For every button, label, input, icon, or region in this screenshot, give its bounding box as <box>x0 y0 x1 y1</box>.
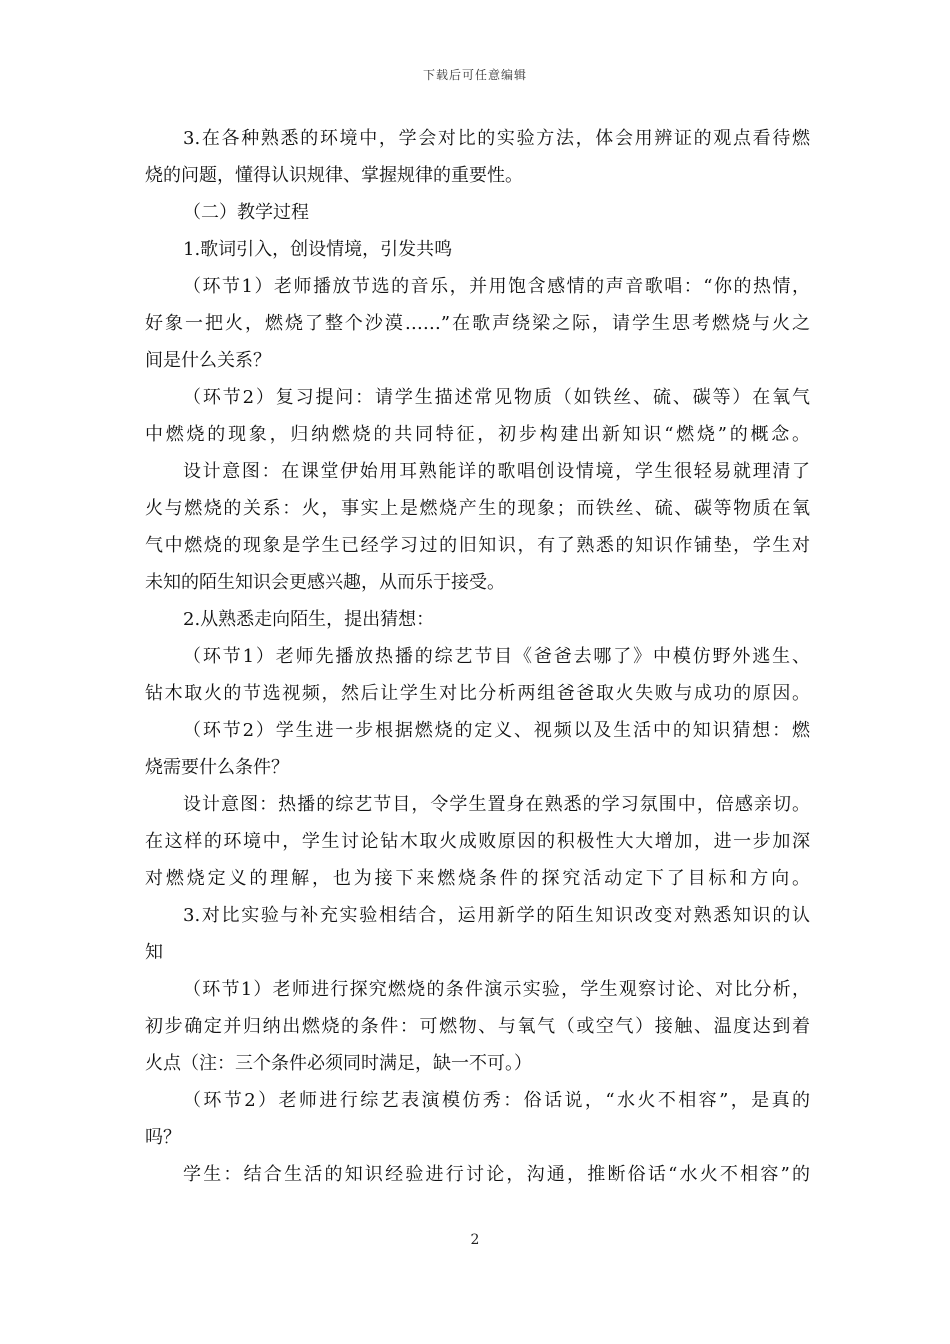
paragraph-line: （环节1）老师先播放热播的综艺节目《爸爸去哪了》中模仿野外逃生、 <box>183 646 810 667</box>
document-body <box>145 120 810 1193</box>
paragraph-line: 吗？ <box>145 1127 181 1148</box>
paragraph-line: 学生：结合生活的知识经验进行讨论，沟通，推断俗话“水火不相容”的 <box>183 1164 810 1185</box>
paragraph-line: 好象一把火，燃烧了整个沙漠……”在歌声绕梁之际，请学生思考燃烧与火之 <box>145 313 810 334</box>
paragraph-line: 未知的陌生知识会更感兴趣，从而乐于接受。 <box>145 572 505 593</box>
paragraph-line: 火与燃烧的关系：火，事实上是燃烧产生的现象；而铁丝、硫、碳等物质在氧 <box>145 498 810 519</box>
paragraph-line: 2.从熟悉走向陌生，提出猜想： <box>183 609 435 630</box>
paragraph-line: 知 <box>145 942 163 963</box>
paragraph-line: （环节2）复习提问：请学生描述常见物质（如铁丝、硫、碳等）在氧气 <box>183 387 810 408</box>
paragraph-line: （环节2）老师进行综艺表演模仿秀：俗话说，“水火不相容”，是真的 <box>183 1090 810 1111</box>
paragraph-line: 3.对比实验与补充实验相结合，运用新学的陌生知识改变对熟悉知识的认 <box>183 905 810 926</box>
paragraph-line: 设计意图：热播的综艺节目，令学生置身在熟悉的学习氛围中，倍感亲切。 <box>183 794 810 815</box>
paragraph-line: 初步确定并归纳出燃烧的条件：可燃物、与氧气（或空气）接触、温度达到着 <box>145 1016 810 1037</box>
paragraph-line: 钻木取火的节选视频，然后让学生对比分析两组爸爸取火失败与成功的原因。 <box>145 683 810 704</box>
paragraph-line: 气中燃烧的现象是学生已经学习过的旧知识，有了熟悉的知识作铺垫，学生对 <box>145 535 810 556</box>
paragraph-line: （环节1）老师播放节选的音乐，并用饱含感情的声音歌唱：“你的热情， <box>183 276 810 297</box>
paragraph-line: 设计意图：在课堂伊始用耳熟能详的歌唱创设情境，学生很轻易就理清了 <box>183 461 810 482</box>
paragraph-line: （二）教学过程 <box>183 202 309 223</box>
paragraph-line: 对燃烧定义的理解，也为接下来燃烧条件的探究活动定下了目标和方向。 <box>145 868 810 889</box>
paragraph-line: 烧需要什么条件？ <box>145 757 289 778</box>
paragraph-line: 3.在各种熟悉的环境中，学会对比的实验方法，体会用辨证的观点看待燃 <box>183 128 810 149</box>
paragraph-line: 中燃烧的现象，归纳燃烧的共同特征，初步构建出新知识“燃烧”的概念。 <box>145 424 810 445</box>
paragraph-line: （环节2）学生进一步根据燃烧的定义、视频以及生活中的知识猜想：燃 <box>183 720 810 741</box>
page-number: 2 <box>470 1232 480 1248</box>
paragraph-line: 间是什么关系？ <box>145 350 271 371</box>
paragraph-line: 烧的问题，懂得认识规律、掌握规律的重要性。 <box>145 165 523 186</box>
paragraph-line: （环节1）老师进行探究燃烧的条件演示实验，学生观察讨论、对比分析， <box>183 979 810 1000</box>
page-header: 下载后可任意编辑 <box>422 68 527 82</box>
paragraph-line: 在这样的环境中，学生讨论钻木取火成败原因的积极性大大增加，进一步加深 <box>145 831 810 852</box>
paragraph-line: 火点（注：三个条件必须同时满足，缺一不可。） <box>145 1053 532 1074</box>
paragraph-line: 1.歌词引入，创设情境，引发共鸣 <box>183 239 453 260</box>
